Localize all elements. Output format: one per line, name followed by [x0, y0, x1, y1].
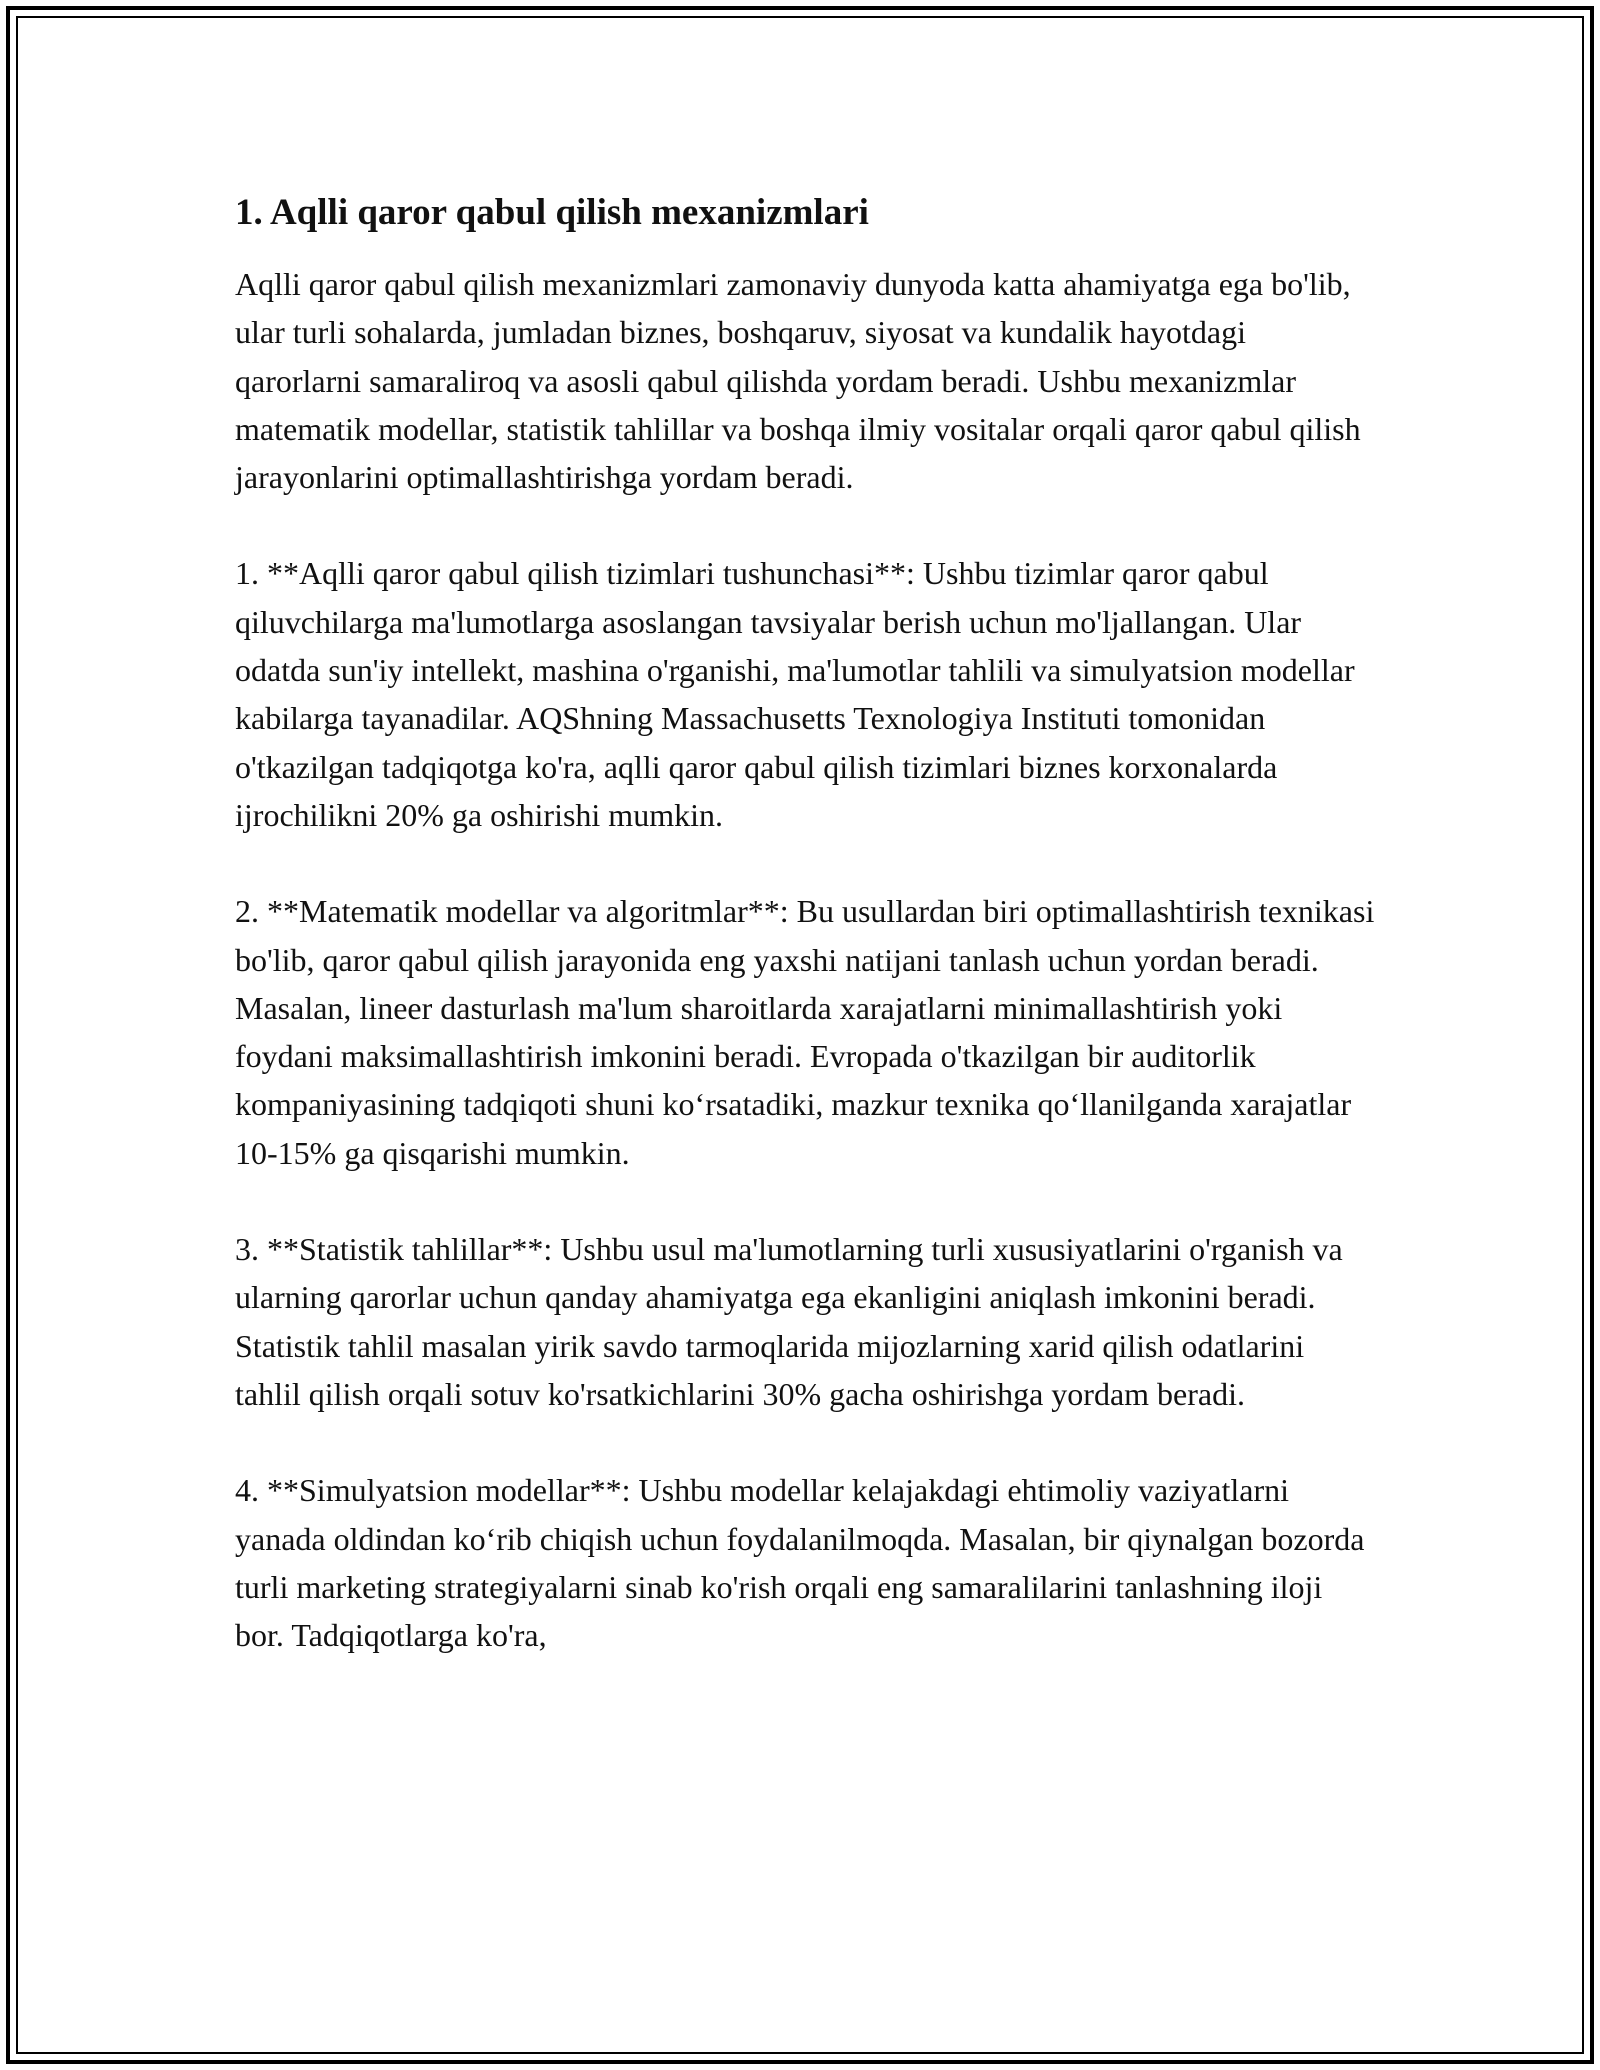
- paragraph-1-intelligent-systems: 1. **Aqlli qaror qabul qilish tizimlari tushunchasi**: Ushbu tizimlar qaror qabul qiluvchilarga ma'lumotlarga asoslangan tavsiyalar berish uchun mo'ljallangan. Ular odatda sun'iy intellekt, mashina o'rganishi, ma'lumotlar tahlili va simulyatsion modellar kabilarga tayanadilar. AQShning Massachusetts Texnologiya Instituti tomonidan o'tkazilgan tadqiqotga ko'ra, aqlli qaror qabul qilish tizimlari biznes korxonalarda ijrochilikni 20% ga oshirishi mumkin.: [235, 555, 1355, 833]
- document-title: 1. Aqlli qaror qabul qilish mexanizmlari: [235, 192, 869, 233]
- document-body: [235, 186, 1375, 1659]
- paragraph-2-mathematical-models: 2. **Matematik modellar va algoritmlar**: Bu usullardan biri optimallashtirish texnikasi bo'lib, qaror qabul qilish jarayonida eng yaxshi natijani tanlash uchun yordan beradi. Masalan, lineer dasturlash ma'lum sharoitlarda xarajatlarni minimallashtirish yoki foydani maksimallashtirish imkonini beradi. Evropada o'tkazilgan bir auditorlik kompaniyasining tadqiqoti shuni ko‘rsatadiki, mazkur texnika qo‘llanilganda xarajatlar 10-15% ga qisqarishi mumkin.: [235, 893, 1375, 1171]
- paragraph-3-statistical-analysis: 3. **Statistik tahlillar**: Ushbu usul ma'lumotlarning turli xususiyatlarini o'rganish va ularning qarorlar uchun qanday ahamiyatga ega ekanligini aniqlash imkonini beradi. Statistik tahlil masalan yirik savdo tarmoqlarida mijozlarning xarid qilish odatlarini tahlil qilish orqali sotuv ko'rsatkichlarini 30% gacha oshirishga yordam beradi.: [235, 1231, 1343, 1412]
- paragraph-4-simulation-models: 4. **Simulyatsion modellar**: Ushbu modellar kelajakdagi ehtimoliy vaziyatlarni yanada oldindan ko‘rib chiqish uchun foydalanilmoqda. Masalan, bir qiynalgan bozorda turli marketing strategiyalarni sinab ko'rish orqali eng samaralilarini tanlashning iloji bor. Tadqiqotlarga ko'ra,: [235, 1472, 1365, 1654]
- intro-paragraph: Aqlli qaror qabul qilish mexanizmlari zamonaviy dunyoda katta ahamiyatga ega bo'lib, ular turli sohalarda, jumladan biznes, boshqaruv, siyosat va kundalik hayotdagi qarorlarni samaraliroq va asosli qabul qilishda yordam beradi. Ushbu mexanizmlar matematik modellar, statistik tahlillar va boshqa ilmiy vositalar orqali qaror qabul qilish jarayonlarini optimallashtirishga yordam beradi.: [235, 266, 1361, 496]
